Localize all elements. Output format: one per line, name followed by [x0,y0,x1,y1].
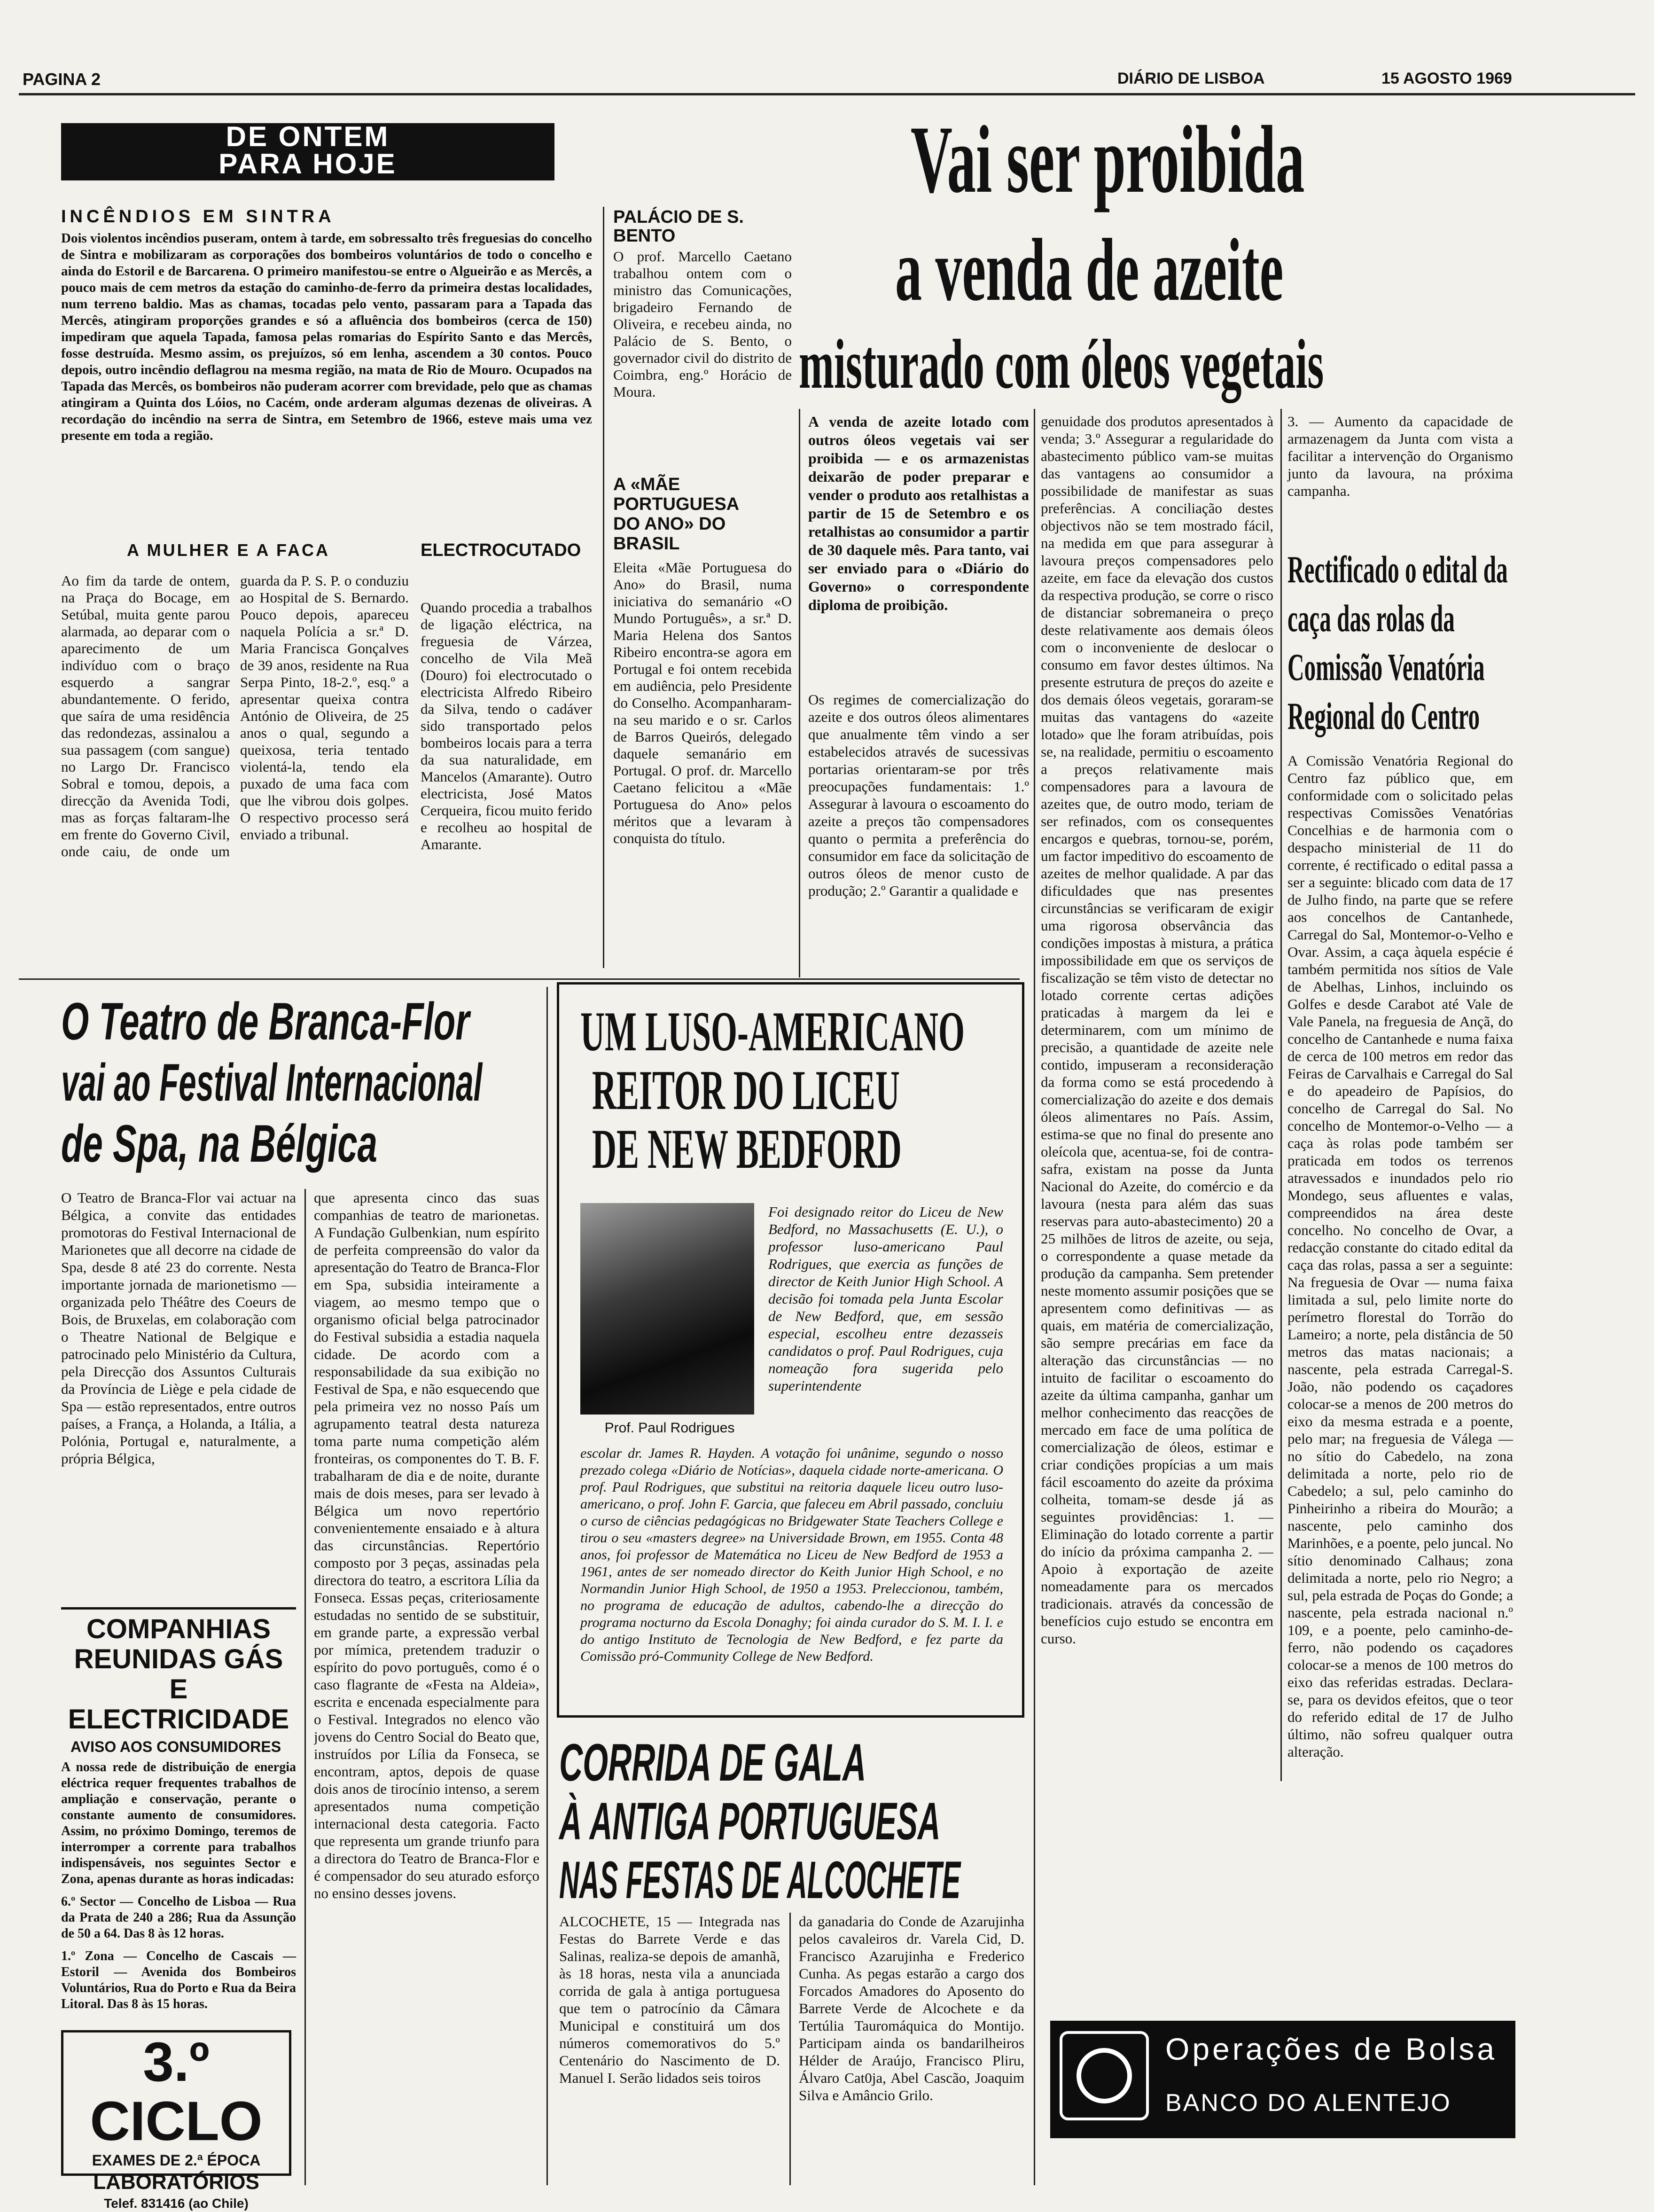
teatro-col2: que apresenta cinco das suas companhias de teatro de marionetas. A Fundação Gulbenkian, num espírito de perfeita compreensão do valor da apresentação do Teatro de Branca-Flor em Spa, subsidia inteiramente a viagem, ao mesmo tempo que o organismo oficial belga patrocinador do Festival subsidia a estadia naquela cidade. De acordo com a responsabilidade da sua exibição no Festival de Spa, e não esquecendo que pela primeira vez no nosso País um agrupamento teatral desta natureza toma parte numa competição além fronteiras, os componentes do T. B. F. trabalharam de dia e de noite, durante mais de dois meses, para ser levado à Bélgica um novo repertório convenientemente ensaiado e à altura das circunstâncias. Repertório composto por 3 peças, assinadas pela directora do teatro, a escritora Lília da Fonseca. Essas peças, criteriosamente estudadas no sentido de se substituir, em grande parte, a expressão verbal por mímica, pretendem traduzir o espírito do povo português, como é o caso flagrante de «Festa na Aldeia», escrita e encenada especialmente para o Festival. Integrados no elenco vão jovens do Centro Social do Beato que, instruídos por Lília da Fonseca, se encontram, aptos, depois de quase dois anos de tirocínio intenso, a serem apresentados numa competição internacional desta categoria. Facto que representa um grande triunfo para a directora do Teatro de Branca-Flor e é compensador do seu aturado esforço no ensino desses jovens. [314,1189,539,1901]
column-rule [1280,409,1282,1781]
ciclo-title: 3.º CICLO [90,2031,263,2152]
bank-logo-icon [1060,2031,1149,2120]
bolsa-ad [1050,2021,1515,2138]
companhias-title-2: REUNIDAS GÁS [74,1644,283,1674]
section-banner [61,123,554,180]
column-rule [603,207,604,968]
rectificado-text: A Comissão Venatória Regional do Centro faz público que, em conformidade com o solicitado pelas respectivas Comissões Venatórias Concelhias e de harmonia com o despacho ministerial de 11 do corrente, é rectificado o edital passa a ser a seguinte: blicado com data de 17 de Julho findo, na parte que se refere aos concelhos de Cantanhede, Carregal do Sal, Montemor-o-Velho e Ovar. Assim, a caça àquela espécie é também permitida nos sítios de Vale de Abelhas, Linhos, incluindo os Golfes e desde Carabot até Vale de Vale Panela, na freguesia de Ançã, do concelho de Cantanhede e numa faixa de cerca de 100 metros em redor das Feiras de Carvalhais e Carregal do Sal e do apeadeiro de Papísios, do concelho de Carregal do Sal. No concelho de Montemor-o-Velho — a caça às rolas pode também ser praticada em todos os terrenos atravessados e inundados pelo rio Mondego, seus afluentes e valas, compreendidos na área deste concelho. No concelho de Ovar, a redacção constante do citado edital da caça das rolas, passa a ser a seguinte: Na freguesia de Ovar — numa faixa limitada a sul, pelo limite norte do perímetro florestal do Torrão do Lameiro; a norte, pela distância de 50 metros das matas nacionais; a nascente, pela estrada Carregal-S. João, não podendo os caçadores colocar-se a menos de 200 metros do eixo da mesma estrada e a poente, pelo mar; na freguesia de Válega — no sítio do Cabedelo, na zona delimitada a norte, pelo rio de Cabedelo; a sul, pelo caminho do Pinheirinho a ribeira do Mourão; a nascente, pelo caminho dos Marinhões, e a poente, pelo juncal. No sítio denominado Calhaus; zona delimitada a norte, pelo rio Negro; a sul, pela estrada de Poças do Gonde; a nascente, pela estrada nacional n.º 109, e a poente, pelo caminho-de-ferro, não podendo os caçadores colocar-se a menos de 100 metros do eixo das referidas estradas. Declara-se, para os devidos efeitos, que o teor do referido edital de 17 de Julho último, não sofreu qualquer outra alteração. [1287,752,1513,1760]
palacio-title: PALÁCIO DE S. BENTO [613,207,744,246]
section-banner-line2: PARA HOJE [218,148,397,180]
ciclo-line2: LABORATÓRIOS [93,2171,259,2194]
bank-name: BANCO DO ALENTEJO [1165,2089,1451,2117]
luso-headline-1: UM LUSO-AMERICANO [580,1000,965,1063]
palacio-text: O prof. Marcello Caetano trabalhou ontem com o ministro das Comunicações, brigadeiro Fernando de Oliveira, e recebeu ainda, no Palácio de S. Bento, o governador civil do distrito de Coimbra, eng.º Horácio de Moura. [613,248,792,400]
ciclo-ad [61,2030,291,2211]
luso-headline-3: DE NEW BEDFORD [592,1118,902,1180]
companhias-title-3: E ELECTRICIDADE [68,1674,289,1735]
page-number: PAGINA 2 [23,70,101,89]
luso-text-2: escolar dr. James R. Hayden. A votação foi unânime, segundo o nosso prezado colega «Diário de Notícias», daquela cidade norte-americana. O prof. Paul Rodrigues, que substitui na reitoria daquele liceu outro luso-americano, o prof. John F. Garcia, que faleceu em Abril passado, concluiu o curso de ciências pedagógicas no Bridgewater State Teachers College e tirou o seu «masters degree» na Universidade Brown, em 1955. Conta 48 anos, foi professor de Matemática no Liceu de New Bedford de 1953 a 1961, antes de ser nomeado director do Keith Junior High School, e no Normandin Junior High School, de 1950 a 1953. Preleccionou, também, no programa de educação de adultos, cabendo-lhe a direcção do programa nocturno da Escola Donaghy; foi ainda curador do S. M. I. I. e do antigo Instituto de Tecnologia de New Bedford, e fez parte da Comissão pró-Community College de New Bedford. [580,1446,1003,1664]
incendios-text: Dois violentos incêndios puseram, ontem à tarde, em sobressalto três freguesias do concelho de Sintra e mobilizaram as corporações dos bombeiros voluntários de todo o concelho e ainda do Estoril e de Barcarena. O primeiro manifestou-se entre o Algueirão e as Mercês, a pouco mais de cem metros da estação do caminho-de-ferro da primeira destas localidades, num terreno baldio. Mas as chamas, tocadas pelo vento, passaram para a Tapada das Mercês, atingiram proporções grandes e só a afluência dos bombeiros (cerca de 150) impediram que aquela Tapada, famosa pelas romarias do Espírito Santo e das Mercês, fosse destruída. Mesmo assim, os prejuízos, só em lenha, ascendem a 30 contos. Pouco depois, outro incêndio deflagrou na mesma região, na mata de Rio de Mouro. Ocupados na Tapada das Mercês, os bombeiros não puderam acorrer com brevidade, pelo que as chamas atingiram a Quinta dos Lóios, no Cacém, onde arderam algumas dezenas de oliveiras. A recordação do incêndio na serra de Sintra, em Setembro de 1966, esteve mais uma vez presente em toda a região. [61,231,592,443]
azeite-headline-3: misturado com óleos vegetais [799,325,1324,403]
companhias-subtitle: AVISO AOS CONSUMIDORES [70,1738,281,1755]
column-rule [799,409,800,977]
corrida-headline-2: À ANTIGA PORTUGUESA [559,1792,941,1851]
mae-text: Eleita «Mãe Portuguesa do Ano» do Brasil, numa iniciativa do semanário «O Mundo Português», a sr.ª D. Maria Helena dos Santos Ribeiro encontra-se agora em Portugal e foi ontem recebida em audiência, pelo Presidente do Conselho. Acompanharam-na seu marido e o sr. Carlos de Barros Queirós, delegado daquele semanário em Portugal. O prof. dr. Marcello Caetano felicitou a «Mãe Portuguesa do Ano» pelos méritos que a levaram à conquista do título. [613,559,792,846]
corrida-headline-1: CORRIDA DE GALA [559,1733,866,1792]
corrida-col2: da ganadaria do Conde de Azarujinha pelos cavaleiros dr. Varela Cid, D. Francisco Azarujinha e Frederico Cunha. As pegas estarão a cargo dos Forcados Amadores do Aposento do Barrete Verde de Alcochete e da Tertúlia Tauromáquica do Montijo. Participam ainda os bandarilheiros Hélder de Araújo, Francisco Pliru, Álvaro Cat0ja, Abel Cascão, Joaquim Silva e Amâncio Grilo. [799,1913,1024,2103]
issue-date: 15 AGOSTO 1969 [1381,70,1512,87]
column-rule [304,1189,306,2185]
companhias-sector: 6.º Sector — Concelho de Lisboa — Rua da Prata de 240 a 286; Rua da Assunção de 50 a 64. Das 8 às 12 horas. [61,1894,296,1941]
luso-text-1: Foi designado reitor do Liceu de New Bedford, no Massachusetts (E. U.), o professor luso-americano Paul Rodrigues, que exercia as funções de director de Keith Junior High School. A decisão foi tomada pela Junta Escolar de New Bedford, que, em sessão especial, escolheu entre dezasseis candidatos o prof. Paul Rodrigues, cuja nomeação fora sugerida pelo superintendente [768,1204,1003,1394]
portrait-photo [580,1203,754,1415]
column-rule [546,987,548,2185]
companhias-box [61,1607,296,2023]
masthead-rule [19,93,1635,95]
ciclo-line3: Telef. 831416 (ao Chile) [104,2196,249,2211]
luso-headline-2: REITOR DO LICEU [592,1059,900,1121]
row-rule [19,978,1020,980]
companhias-zona: 1.º Zona — Concelho de Cascais — Estoril — Avenida dos Bombeiros Voluntários, Rua do Porto e Rua da Beira Litoral. Das 8 às 15 horas. [61,1949,296,2011]
azeite-col1: Os regimes de comercialização do azeite e dos outros óleos alimentares que anualmente têm vindo a ser estabelecidos através de sucessivas portarias orientaram-se por três preocupações fundamentais: 1.º Assegurar à lavoura o escoamento do azeite a preços tão compensadores quanto o permita a preferência do consumidor em face da solicitação de outros óleos de menor custo de produção; 2.º Garantir a qualidade e [808,691,1029,899]
azeite-headline-2: a venda de azeite [895,221,1284,320]
newspaper-name: DIÁRIO DE LISBOA [1117,70,1265,87]
electro-title: ELECTROCUTADO [421,540,581,560]
column-rule [789,1913,791,2185]
teatro-headline-3: de Spa, na Bélgica [61,1114,377,1173]
bolsa-title: Operações de Bolsa [1165,2032,1498,2066]
azeite-col2: genuidade dos produtos apresentados à venda; 3.º Assegurar a regularidade do abastecimento público vam-se muitas das vantagens ao consumidor a possibilidade de manifestar as suas preferências. A conciliação destes objectivos não se tem mostrado fácil, na medida em que para assegurar à lavoura preços compensadores pelo azeite, em face da elevação dos custos da respectiva produção, se corre o risco de distanciar sobremaneira o preço deste relativamente aos demais óleos com o inconveniente de deslocar o consumo em favor destes últimos. Na presente estrutura de preços do azeite e dos demais óleos vegetais, goraram-se muitas das vantagens do «azeite lotado» que lhe foram atribuídas, pois se, na realidade, permitiu o escoamento a preços relativamente mais compensadores para a lavoura de azeites que, de outro modo, teriam de ser refinados, com os consequentes encargos e quebras, tornou-se, porém, um factor impeditivo do escoamento de azeites de melhor qualidade. A par das dificuldades que nas presentes circunstâncias se verificaram de exigir uma rigorosa observância das condições impostas à mistura, a prática impossibilidade em que os serviços de fiscalização se têm visto de detectar no lotado corrente certas adições praticadas à margem da lei e determinarem, com um mínimo de precisão, a quantidade de azeite nele contido, impuseram a reconsideração da forma como se está procedendo à comercialização do azeite e dos demais óleos alimentares no País. Assim, estima-se que no final do presente ano oleícola que, acentua-se, foi de contra-safra, existam na posse da Junta Nacional do Azeite, do comércio e da lavoura (nesta para além das suas reservas para auto-abastecimento) 20 a 25 milhões de litros de azeite, ou seja, o correspondente a quase metade da produção da campanha. Sem pretender neste momento assumir posições que se apresentem como definitivas — as quais, em matéria de comercialização, são sempre precárias em face da alteração das circunstâncias — no intuito de facilitar o escoamento do azeite da última campanha, ganhar um melhor conhecimento das reacções de mercado em face de uma política de comercialização de óleos, estimar e criar condições propícias a um mais fácil escoamento do azeite da próxima colheita, tomam-se desde já as seguintes providências: 1. — Eliminação do lotado corrente a partir do início da próxima campanha 2. — Apoio à exportação de azeite nomeadamente para os mercados tradicionais. através da concessão de benefícios cujo estudo se encontra em curso. [1041,413,1273,1647]
teatro-headline-2: vai ao Festival Internacional [61,1053,483,1112]
corrida-col1: ALCOCHETE, 15 — Integrada nas Festas do Barrete Verde e das Salinas, realiza-se depois de amanhã, às 18 horas, nesta vila a anunciada corrida de gala à antiga portuguesa que tem o patrocínio da Câmara Municipal e constituirá um dos números comemorativos do 5.º Centenário do Nascimento de D. Manuel I. Serão lidados seis toiros [559,1913,780,2086]
rectificado-title: Rectificado o edital da caça das rolas da Comissão Venatória Regional do Centro [1287,548,1508,737]
incendios-title: INCÊNDIOS EM SINTRA [61,207,335,227]
azeite-col3: 3. — Aumento da capacidade de armazenagem da Junta com vista a facilitar a intervenção do Organismo junto da lavoura, na próxima campanha. [1287,413,1513,499]
companhias-text: A nossa rede de distribuição de energia eléctrica requer frequentes trabalhos de ampliação e conservação, perante o constante aumento de consumidores. Assim, no próximo Domingo, teremos de interromper a corrente para trabalhos indispensáveis, nos seguintes Sector e Zona, apenas durante as horas indicadas: [61,1760,296,1886]
companhias-title-1: COMPANHIAS [86,1614,271,1644]
section-banner-line1: DE ONTEM [226,121,390,152]
ciclo-line1: EXAMES DE 2.ª ÉPOCA [92,2152,261,2169]
azeite-headline-1: Vai ser proibida [911,106,1305,213]
electro-text: Quando procedia a trabalhos de ligação eléctrica, na freguesia de Várzea, concelho de Vila Meã (Douro) foi electrocutado o electricista Alfredo Ribeiro da Silva, tendo o cadáver sido transportado pelos bombeiros locais para a terra da sua naturalidade, em Mancelos (Amarante). Outro electricista, José Matos Cerqueira, ficou muito ferido e recolheu ao hospital de Amarante. [421,599,592,852]
mae-title: A «MÃE PORTUGUESA DO ANO» DO BRASIL [613,475,739,554]
mulher-title: A MULHER E A FACA [127,540,330,560]
corrida-headline-3: NAS FESTAS DE ALCOCHETE [559,1851,961,1909]
column-rule [1034,409,1035,2185]
teatro-headline-1: O Teatro de Branca-Flor [61,992,469,1051]
photo-caption: Prof. Paul Rodrigues [604,1420,735,1436]
azeite-lead: A venda de azeite lotado com outros óleos vegetais vai ser proibida — e os armazenistas deixarão de poder preparar e vender o produto aos retalhistas a partir de 15 de Setembro e os retalhistas ao consumidor a partir de 30 daquele mês. Para tanto, vai ser enviado para o «Diário do Governo» o correspondente diploma de proibição. [808,413,1029,613]
mulher-text: Ao fim da tarde de ontem, na Praça do Bocage, em Setúbal, muita gente parou alarmada, ao deparar com o aparecimento de um indivíduo com o braço esquerdo a sangrar abundantemente. O ferido, que saíra de uma residência das redondezas, assinalou a sua passagem (com sangue) no Largo Dr. Francisco Sobral e tomou, depois, a direcção da Avenida Todi, mas as forças faltaram-lhe em frente do Governo Civil, onde caiu, de onde um guarda da P. S. P. o conduziu ao Hospital de S. Bernardo. Pouco depois, apareceu naquela Polícia a sr.ª D. Maria Francisca Gonçalves de 39 anos, residente na Rua Serpa Pinto, 18-2.º, esq.º a apresentar queixa contra António de Oliveira, de 25 anos o qual, segundo a queixosa, teria tentado violentá-la, tendo ela puxado de uma faca com que lhe vibrou dois golpes. O respectivo processo será enviado a tribunal. [61,572,409,860]
teatro-col1: O Teatro de Branca-Flor vai actuar na Bélgica, a convite das entidades promotoras do Festival Internacional de Marionetes que all decorre na cidade de Spa, desde 8 até 23 do corrente. Nesta importante jornada de marionetismo — organizada pelo Théâtre des Coeurs de Bois, de Bruxelas, em colaboração com o Theatre National de Belgique e patrocinado pelo Ministério da Cultura, pela Direcção dos Assuntos Culturais da Província de Liège e pela cidade de Spa — estão representados, entre outros países, a França, a Holanda, a Itália, a Polónia, Portugal e, naturalmente, a própria Bélgica, [61,1189,296,1467]
